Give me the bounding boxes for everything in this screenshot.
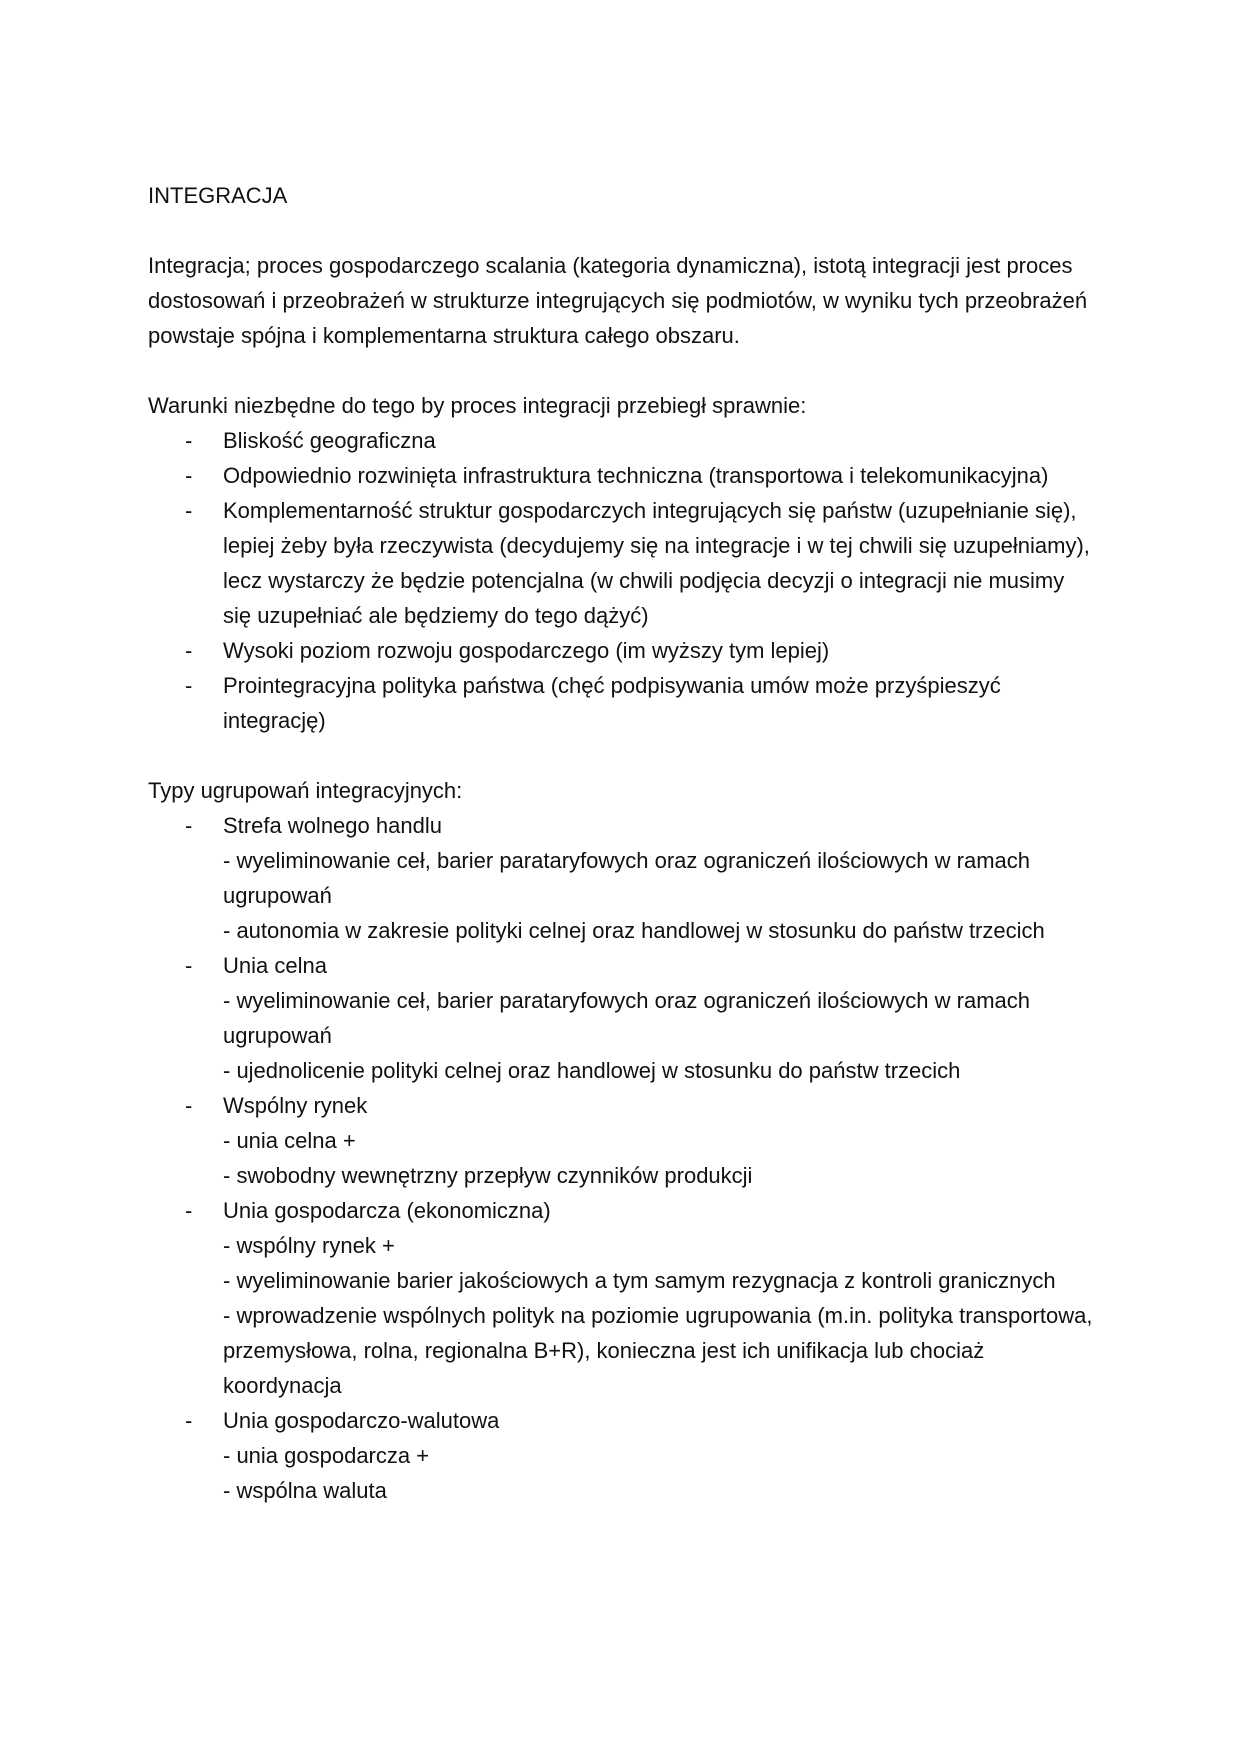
type-point: - unia gospodarcza + [223, 1443, 430, 1468]
intro-paragraph: Integracja; proces gospodarczego scalania (kategoria dynamiczna), istotą integracji jest proces dostosowań i przeobrażeń w strukturze integrujących się podmiotów, w wyniku tych przeobrażeń powstaje spójna i komplementarna struktura całego obszaru. [148, 253, 1088, 348]
list-item: - Bliskość geograficzna [148, 423, 1098, 458]
type-point: - wyeliminowanie ceł, barier parataryfowych oraz ograniczeń ilościowych w ramach ugrupowań [223, 848, 1030, 908]
list-item: - Prointegracyjna polityka państwa (chęć podpisywania umów może przyśpieszyć integrację) [148, 668, 1098, 738]
type-point: - wyeliminowanie barier jakościowych a tym samym rezygnacja z kontroli granicznych [223, 1268, 1056, 1293]
type-name: - Strefa wolnego handlu [223, 813, 442, 838]
conditions-heading: Warunki niezbędne do tego by proces integracji przebiegł sprawnie: [148, 393, 807, 418]
type-item [148, 1088, 1098, 1193]
list-item: - Komplementarność struktur gospodarczych integrujących się państw (uzupełnianie się), lepiej żeby była rzeczywista (decydujemy się na integracje i w tej chwili się uzupełniamy), lecz wystarczy że będzie potencjalna (w chwili podjęcia decyzji o integracji nie musimy się uzupełniać ale będziemy do tego dążyć) [148, 493, 1098, 633]
type-point: - wspólny rynek + [223, 1233, 395, 1258]
document-page [148, 178, 1098, 1543]
type-name: - Wspólny rynek [223, 1093, 368, 1118]
list-item: - Odpowiednio rozwinięta infrastruktura techniczna (transportowa i telekomunikacyjna) [148, 458, 1098, 493]
type-point: - unia celna + [223, 1128, 356, 1153]
type-point: - ujednolicenie polityki celnej oraz handlowej w stosunku do państw trzecich [223, 1058, 961, 1083]
type-item [148, 1193, 1098, 1403]
type-name: - Unia celna [223, 953, 327, 978]
type-item [148, 1403, 1098, 1508]
type-point: - wspólna waluta [223, 1478, 387, 1503]
types-list [148, 808, 1098, 1508]
type-item [148, 808, 1098, 948]
type-item [148, 948, 1098, 1088]
conditions-list [148, 423, 1098, 738]
type-point: - swobodny wewnętrzny przepływ czynników produkcji [223, 1163, 753, 1188]
type-name: - Unia gospodarczo-walutowa [223, 1408, 500, 1433]
type-point: - autonomia w zakresie polityki celnej oraz handlowej w stosunku do państw trzecich [223, 918, 1045, 943]
types-heading: Typy ugrupowań integracyjnych: [148, 778, 463, 803]
type-point: - wprowadzenie wspólnych polityk na poziomie ugrupowania (m.in. polityka transportowa, przemysłowa, rolna, regionalna B+R), konieczna jest ich unifikacja lub chociaż koordynacja [223, 1303, 1093, 1398]
type-name: - Unia gospodarcza (ekonomiczna) [223, 1198, 551, 1223]
list-item: - Wysoki poziom rozwoju gospodarczego (im wyższy tym lepiej) [148, 633, 1098, 668]
type-point: - wyeliminowanie ceł, barier parataryfowych oraz ograniczeń ilościowych w ramach ugrupowań [223, 988, 1030, 1048]
page-title: INTEGRACJA [148, 183, 288, 208]
